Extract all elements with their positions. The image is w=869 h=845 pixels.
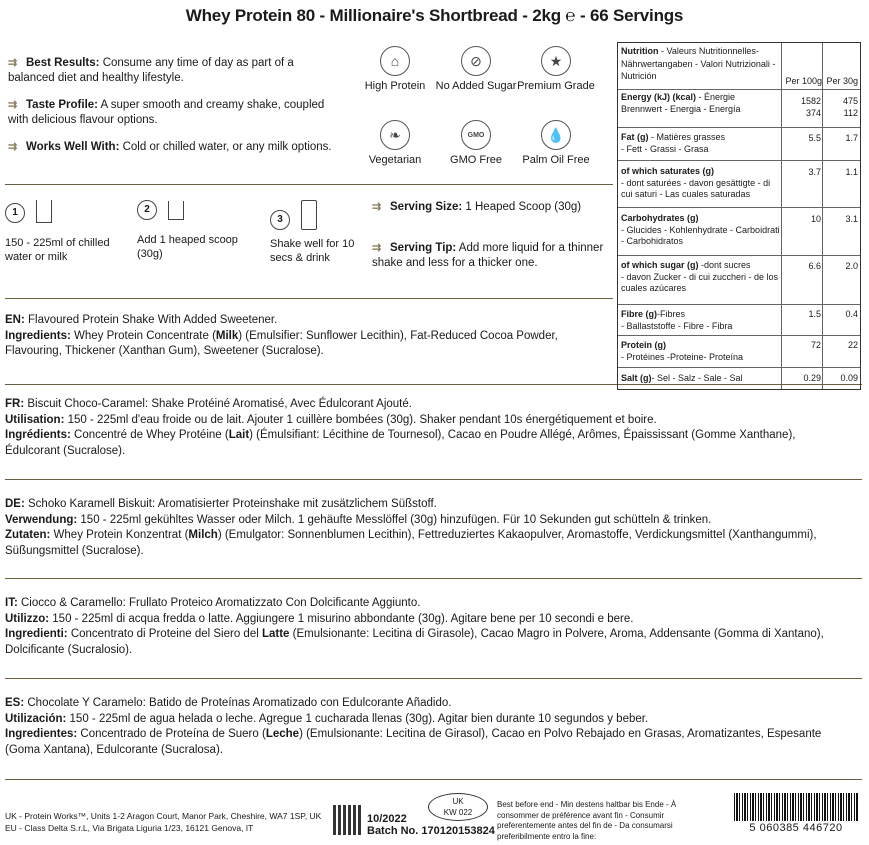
nutrient-name: of which sugar (g) [621,260,699,270]
de-usage [5,513,830,529]
nutrient-name-rest: -dont sucres [698,260,751,270]
value-per-30g: 1.1 [845,167,858,177]
fr-usage [5,413,830,429]
ingredients-text: ) (Emulsifier: Sunflower Lecithin), Fat-Reduced Cocoa Powder, Flavouring, Thickener (Xanthan Gum), Sweetener (Sucralose). [5,329,558,357]
feature-premium-grade [506,46,606,93]
it-ingredients [5,627,830,658]
addresses [5,810,325,834]
nutrition-title-rest: - Valeurs Nutritionnelles- Nährwertangaben - Valori Nutrizionali - Nutrición [621,46,776,81]
section-en [5,313,617,360]
ingredients-text: ) (Émulsifiant: Lécithine de Tournesol), Cacao en Poudre Allégé, Arômes, Épaississant (Gomme Xanthane), Édulcorant (Sucralose). [5,429,796,457]
usage-label: Utilisation: [5,413,65,426]
it-usage [5,612,830,628]
de-line: 150 - 225ml gekühltes Wasser oder Milch. 1 gehäufte Messlöffel (30g) hinzufügen. Für 10 Sekunden gut schütteln & trinken. [77,513,712,526]
step-3 [270,200,380,265]
batch-number: Batch No. 170120153824 [367,825,495,837]
value-per-30g: 475 [842,96,858,106]
address-uk: UK - Protein Works™, Units 1-2 Aragon Court, Manor Park, Cheshire, WA7 1SP, UK [5,811,322,821]
ingredients-text: Whey Protein Konzentrat ( [50,529,189,541]
nutrient-name: Energy (kJ) (kcal) [621,92,697,102]
value-per-100g: 5.5 [808,133,821,143]
allergen: Milk [215,329,239,342]
value-per-30g: 2.0 [845,261,858,271]
nutrient-name-rest: - Énergie [696,92,736,102]
feature-label: Palm Oil Free [522,154,590,166]
nutrient-translations: - Fett - Grassi - Grasa [621,143,709,154]
nutrient-name: Protein (g) [621,340,666,350]
value-per-100g: 374 [805,108,821,118]
nutrient-translations: - davon Zucker - di cui zuccheri - de los cuales azúcares [621,271,779,293]
nutrient-label [621,132,781,155]
fr-ingredients [5,428,830,459]
en-description [5,313,617,329]
fr-line: 150 - 225ml d'eau froide ou de lait. Ajouter 1 cuillère bombées (30g). Shaker pendant 10s énergétiquement et boire. [64,413,657,426]
nutrient-name-rest: - Sel - Salz - Sale - Sal [651,373,743,383]
en-ingredients [5,329,617,360]
barcode-bars-icon [734,793,859,821]
lang-code: EN: [5,314,25,326]
es-usage [5,712,830,728]
double-arrow-icon: ⇉ [372,242,382,254]
divider [5,678,862,679]
leaf-icon: ❧ [380,120,410,150]
ingredients-text: Concentré de Whey Protéine ( [70,429,229,441]
serving-tip-label: Serving Tip: [390,242,457,254]
ingredients-text: Concentrato di Proteine del Siero del [67,628,262,640]
protein-house-icon: ⌂ [380,46,410,76]
ingredients-label: Ingrédients: [5,429,71,441]
double-arrow-icon: ⇉ [8,141,18,153]
ingredients-text: ) (Emulgator: Sonnenblumen Lecithin), Fettreduziertes Kakaopulver, Aromastoffe, Verdickungsmittel (Xanthangummi), Süßungsmittel (Sucralose). [5,529,817,557]
es-ingredients [5,727,830,758]
value-per-30g: 112 [843,108,858,118]
nutrient-label [621,92,781,115]
nutrition-row-fat [618,128,860,161]
nutrition-title [621,45,781,83]
feature-label: Vegetarian [368,154,422,166]
address-eu: EU - Class Delta S.r.L, Via Brigata Liguria 1/23, 16121 Genova, IT [5,823,254,833]
nutrient-name: Fibre (g) [621,309,657,319]
lang-code: IT: [5,597,18,609]
nutrition-row-protein [618,336,860,368]
de-description [5,497,830,513]
lang-code: DE: [5,498,25,510]
nutrient-translations: - Glucides - Kohlenhydrate - Carboidrati - Carbohidratos [621,224,780,246]
ingredients-text: (Emulsionante: Lecitina di Girasole), Cacao Magro in Polvere, Aroma, Addensante (Gomma di Xantano), Dolcificante (Sucralosio). [5,628,824,656]
value-per-100g: 1582 [800,96,821,106]
step-text: Shake well for 10 secs & drink [270,238,355,264]
it-description [5,596,830,612]
nutrient-name-rest: - Matières grasses [648,132,726,142]
divider [5,298,613,299]
ingredients-text: ) (Emulsionante: Lecitina de Girasol), Cacao en Polvo Rebajado en Grasas, Aromatizantes, Espesante (Goma Xantana), Edulcorante (Sucralosa). [5,728,822,756]
value-per-30g: 1.7 [845,133,858,143]
nutrient-name: of which saturates (g) [621,166,715,176]
glass-icon [36,200,52,223]
it-line: Ciocco & Caramello: Frullato Proteico Aromatizzato Con Dolcificante Aggiunto. [17,597,421,609]
nutrient-name: Carbohydrates (g) [621,213,699,223]
value-per-30g: 0.4 [845,309,858,319]
usage-label: Utilizzo: [5,612,50,625]
divider [5,479,862,480]
value-per-100g: 1.5 [808,309,821,319]
fr-line: Biscuit Choco-Caramel: Shake Protéiné Aromatisé, Avec Édulcorant Ajouté. [24,398,412,410]
production-date: 10/2022 [367,813,407,825]
value-per-100g: 3.7 [808,167,821,177]
value-per-100g: 0.29 [803,373,821,383]
nutrient-name: Salt (g) [621,373,652,383]
section-de [5,497,830,559]
nutrient-translations: - Ballaststoffe - Fibre - Fibra [621,320,733,331]
step-text: 150 - 225ml of chilled water or milk [5,237,110,263]
nutrient-translations: - Protéines -Proteine- Proteína [621,351,744,362]
allergen: Latte [261,628,290,640]
section-it [5,596,830,658]
nutrition-header [618,43,860,90]
it-line: 150 - 225ml di acqua fredda o latte. Aggiungere 1 misurino abbondante (30g). Agitare bene per 10 secondi e bere. [49,612,634,625]
shaker-icon [301,200,317,230]
usage-label: Verwendung: [5,513,78,526]
qr-code-icon [333,805,363,835]
serving-size-text: 1 Heaped Scoop (30g) [462,201,582,213]
ingredients-label: Ingredienti: [5,628,68,640]
section-fr [5,397,830,459]
allergen: Milch [188,529,218,541]
drop-icon: 💧 [541,120,571,150]
nutrient-label [621,260,781,295]
nutrient-name: Fat (g) [621,132,649,142]
ingredients-text: Whey Protein Concentrate ( [70,329,216,342]
es-description [5,696,830,712]
fr-description [5,397,830,413]
usage-label: Utilización: [5,712,67,725]
bullet-label: Works Well With: [26,141,120,153]
best-before-text: Best before end - Min destens haltbar bis Ende - À consommer de préférence avant fin - Consumir preferentemente antes del fin de - Da consumarsi preferibilmente entro la fine: [497,800,677,841]
serving-size-label: Serving Size: [390,201,463,213]
es-line: 150 - 225ml de agua helada o leche. Agregue 1 cucharada llenas (30g). Agitar bien durante 10 segundos y beber. [66,712,649,725]
value-per-100g: 6.6 [808,261,821,271]
allergen: Leche [265,728,300,740]
uk-mark-code: KW 022 [443,808,473,817]
nutrient-label [621,309,781,332]
uk-health-mark [428,793,488,821]
de-line: Schoko Karamell Biskuit: Aromatisierter Proteinshake mit zusätzlichem Süßstoff. [24,498,437,510]
nutrition-row-salt [618,368,860,389]
serving-tip-text: Add more liquid for a thinner shake and less for a thicker one. [372,242,604,269]
divider [5,184,613,185]
divider [5,578,862,579]
step-number: 2 [137,200,157,220]
allergen: Lait [228,429,250,441]
value-per-30g: 0.09 [840,373,858,383]
nutrition-title-bold: Nutrition [621,46,659,56]
lang-code: ES: [5,697,25,709]
double-arrow-icon: ⇉ [372,201,382,213]
step-2 [137,200,247,261]
bullet-label: Best Results: [26,57,100,69]
divider [5,779,862,780]
value-per-100g: 10 [810,214,821,224]
step-1 [5,200,115,264]
es-line: Chocolate Y Caramelo: Batido de Proteínas Aromatizado con Edulcorante Añadido. [24,697,452,709]
nutrient-translations: Brennwert - Energia - Energía [621,103,741,114]
feature-palm-oil-free [506,120,606,167]
double-arrow-icon: ⇉ [8,99,18,111]
bullet-label: Taste Profile: [26,99,98,111]
bullet-works-well [8,140,343,155]
bullet-text: Cold or chilled water, or any milk options. [119,141,332,153]
uk-mark-country: UK [452,797,464,806]
value-per-100g: 72 [810,340,821,350]
step-number: 1 [5,203,25,223]
value-per-30g: 22 [847,340,858,350]
nutrition-row-fibre [618,305,860,336]
feature-label: High Protein [364,80,426,92]
double-arrow-icon: ⇉ [8,57,18,69]
nutrition-table [617,42,861,390]
nutrient-label [621,166,781,201]
gmo-icon: GMO [461,120,491,150]
lang-code: FR: [5,398,25,410]
ingredients-label: Ingredientes: [5,728,78,740]
ingredients-label: Zutaten: [5,529,51,541]
nutrient-name-rest: -Fibres [657,309,686,319]
value-per-30g: 3.1 [845,214,858,224]
nutrition-row-carbohydrates [618,208,860,256]
nutrient-label [621,213,781,248]
nutrient-label [621,340,781,363]
no-sugar-icon: ⊘ [461,46,491,76]
bullet-taste-profile [8,98,343,127]
medal-icon: ★ [541,46,571,76]
bullet-text: A super smooth and creamy shake, coupled with delicious flavour options. [8,99,325,126]
section-es [5,696,830,758]
nutrition-row-saturates [618,161,860,208]
feature-label: No Added Sugar [435,80,517,92]
ingredients-label: Ingredients: [5,329,71,342]
bullet-best-results [8,56,343,85]
serving-size [372,200,612,215]
barcode-number: 5 060385 446720 [749,822,843,834]
step-number: 3 [270,210,290,230]
en-line: Flavoured Protein Shake With Added Sweetener. [24,314,278,326]
nutrient-translations: - dont saturées - davon gesättigte - di cui saturi - Las cuales saturadas [621,177,771,199]
ingredients-text: Concentrado de Proteína de Suero ( [77,728,266,740]
feature-label: GMO Free [450,154,502,166]
column-per-100g: Per 100g [785,76,822,86]
serving-tip [372,241,612,270]
de-ingredients [5,528,830,559]
step-text: Add 1 heaped scoop (30g) [137,234,238,260]
nutrient-label [621,373,781,385]
nutrition-row-energy [618,90,860,128]
column-per-30g: Per 30g [826,76,858,86]
scoop-icon [168,201,184,220]
bullet-text: Consume any time of day as part of a balanced diet and healthy lifestyle. [8,57,294,84]
nutrition-row-sugar [618,256,860,305]
feature-label: Premium Grade [517,80,595,92]
page-title: Whey Protein 80 - Millionaire's Shortbread - 2kg ℮ - 66 Servings [185,6,684,25]
